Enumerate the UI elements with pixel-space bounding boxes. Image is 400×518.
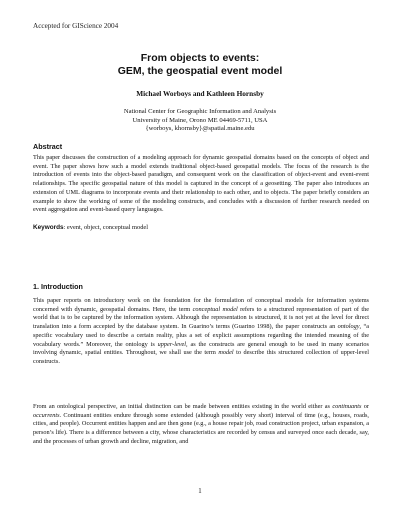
intro-paragraph-2: From an ontological perspective, an initial distinction can be made between entities existing in the world either as continuants or occurrents. Continuant entities endure through some extended (although possibly very short) interval of time (e.g., houses, roads, cities, and people). Occurrent entities happen and are then gone (e.g., a house repair job, road construction project, urban expansion, a person’s life). There is a difference between a city, whose characteristics are recorded by census and surveyed once each decade, say, and the processes of urban growth and decline, migration, and xyxy=(33,403,369,445)
running-header: Accepted for GIScience 2004 xyxy=(33,22,119,30)
title-line-2: GEM, the geospatial event model xyxy=(117,65,283,77)
paper-title xyxy=(0,52,400,78)
title-line-1: From objects to events: xyxy=(140,52,260,64)
keywords-text: : event, object, conceptual model xyxy=(63,224,149,231)
affiliation-line: University of Maine, Orono ME 04469-5711, USA xyxy=(132,116,268,124)
intro-paragraph-1: This paper reports on introductory work on the foundation for the formulation of conceptual models for information systems concerned with dynamic, geospatial domains. Here, the term conceptual model refers to a structured representation of part of the world that is to be captured by the information system. Although the representation is structured, it is not yet at the level for direct translation into a form accepted by the database system. In Guarino’s terms (Guarino 1998), the paper constructs an ontology, “a specific vocabulary used to describe a certain reality, plus a set of explicit assumptions regarding the intended meaning of the vocabulary words.” Moreover, the ontology is upper-level, as the constructs are general enough to be used in many scenarios involving dynamic, spatial entities. Throughout, we shall use the term model to describe this structured collection of upper-level constructs. xyxy=(33,297,369,366)
affiliation-line: National Center for Geographic Information and Analysis xyxy=(123,108,277,115)
keywords-label: Keywords xyxy=(33,224,64,231)
keywords xyxy=(33,224,148,231)
abstract-heading: Abstract xyxy=(33,142,63,151)
email-line: {worboys, khornsby}@spatial.maine.edu xyxy=(145,125,255,133)
abstract-text: This paper discusses the construction of a modeling approach for dynamic geospatial domains based on the concepts of object and event. The paper shows how such a model extends traditional object-based geospatial models. The focus of the research is the introduction of events into the object-based paradigm, and consequent work on the classification of object-event and event-event relationships. The specific geospatial nature of this model is captured in the concept of a geosetting. The paper also introduces an extension of UML diagrams to incorporate events and their relationship to each other, and to objects. The paper briefly considers an example to show the working of some of the modeling constructs, and concludes with a discussion of further research needed on event aggregation and event-based query languages. xyxy=(33,154,369,214)
affiliation xyxy=(0,108,400,134)
authors: Michael Worboys and Kathleen Hornsby xyxy=(136,89,264,98)
section-heading: 1. Introduction xyxy=(33,282,83,291)
page-number: 1 xyxy=(198,488,202,495)
